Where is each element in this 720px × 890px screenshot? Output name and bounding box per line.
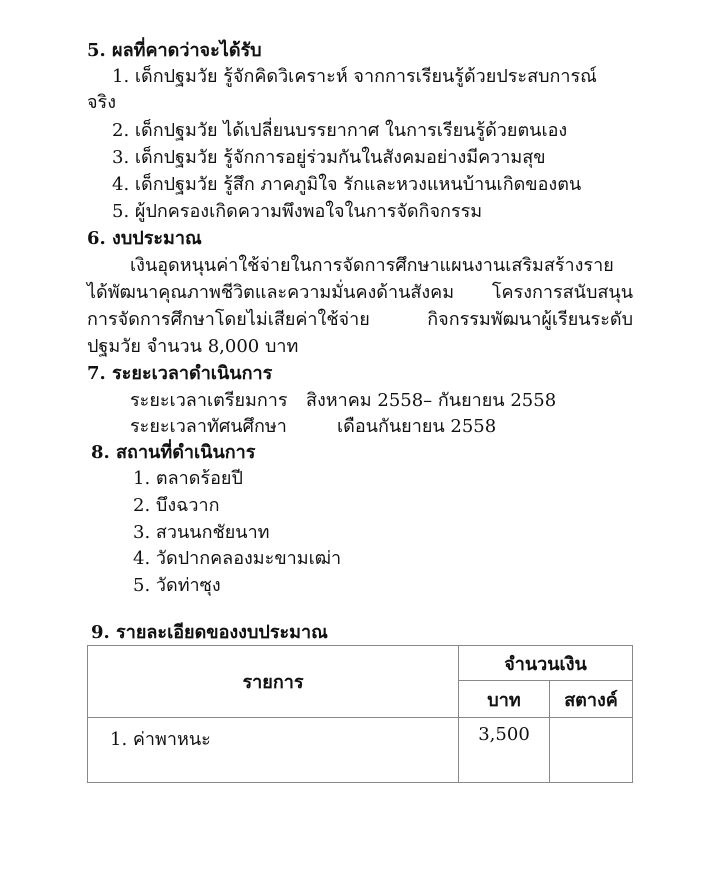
table-row: [88, 718, 633, 783]
column-header-satang: สตางค์: [550, 681, 633, 718]
section6-paragraph-line-1: เงินอุดหนุนค่าใช้จ่ายในการจัดการศึกษาแผนงานเสริมสร้างราย: [130, 255, 614, 276]
prep-period-value: สิงหาคม 2558– กันยายน 2558: [306, 390, 557, 411]
section5-item-5: 5. ผู้ปกครองเกิดความพึงพอใจในการจัดกิจกรรม: [112, 201, 483, 222]
table-cell-baht: 3,500: [459, 718, 550, 783]
place-item: 1. ตลาดร้อยปี: [133, 468, 243, 489]
trip-period-value: เดือนกันยายน 2558: [337, 416, 497, 437]
table-cell-item: 1. ค่าพาหนะ: [88, 718, 459, 783]
place-item: 2. บึงฉวาก: [133, 495, 220, 516]
section6-paragraph-line-4: ปฐมวัย จำนวน 8,000 บาท: [87, 336, 299, 357]
column-header-item: รายการ: [88, 646, 459, 718]
section5-heading: 5. ผลที่คาดว่าจะได้รับ: [87, 40, 262, 61]
place-item: 5. วัดท่าซุง: [133, 575, 221, 596]
section5-item-1: 1. เด็กปฐมวัย รู้จักคิดวิเคราะห์ จากการเรียนรู้ด้วยประสบการณ์: [112, 66, 597, 87]
section5-item-2: 2. เด็กปฐมวัย ได้เปลี่ยนบรรยากาศ ในการเรียนรู้ด้วยตนเอง: [112, 120, 568, 141]
place-item: 3. สวนนกชัยนาท: [133, 522, 270, 543]
section5-item-3: 3. เด็กปฐมวัย รู้จักการอยู่ร่วมกันในสังคมอย่างมีความสุข: [112, 147, 546, 168]
section9-heading: 9. รายละเอียดของงบประมาณ: [91, 622, 328, 643]
section6-paragraph-line-2: ได้พัฒนาคุณภาพชีวิตและความมั่นคงด้านสังคม โครงการสนับสนุน: [87, 282, 633, 303]
table-header-row: [88, 646, 633, 681]
column-header-amount: จำนวนเงิน: [459, 646, 633, 681]
section7-heading: 7. ระยะเวลาดำเนินการ: [87, 363, 273, 384]
section6-paragraph-line-3: การจัดการศึกษาโดยไม่เสียค่าใช้จ่าย กิจกรรมพัฒนาผู้เรียนระดับ: [87, 309, 633, 330]
budget-table: [87, 645, 633, 783]
section5-item-4: 4. เด็กปฐมวัย รู้สึก ภาคภูมิใจ รักและหวงแหนบ้านเกิดของตน: [112, 174, 582, 195]
section5-item-1-cont: จริง: [87, 92, 117, 113]
place-item: 4. วัดปากคลองมะขามเฒ่า: [133, 548, 342, 569]
trip-period-label: ระยะเวลาทัศนศึกษา: [130, 416, 287, 437]
table-cell-satang: [550, 718, 633, 783]
column-header-baht: บาท: [459, 681, 550, 718]
prep-period-label: ระยะเวลาเตรียมการ: [130, 390, 288, 411]
section6-heading: 6. งบประมาณ: [87, 228, 202, 249]
section8-heading: 8. สถานที่ดำเนินการ: [91, 442, 256, 463]
